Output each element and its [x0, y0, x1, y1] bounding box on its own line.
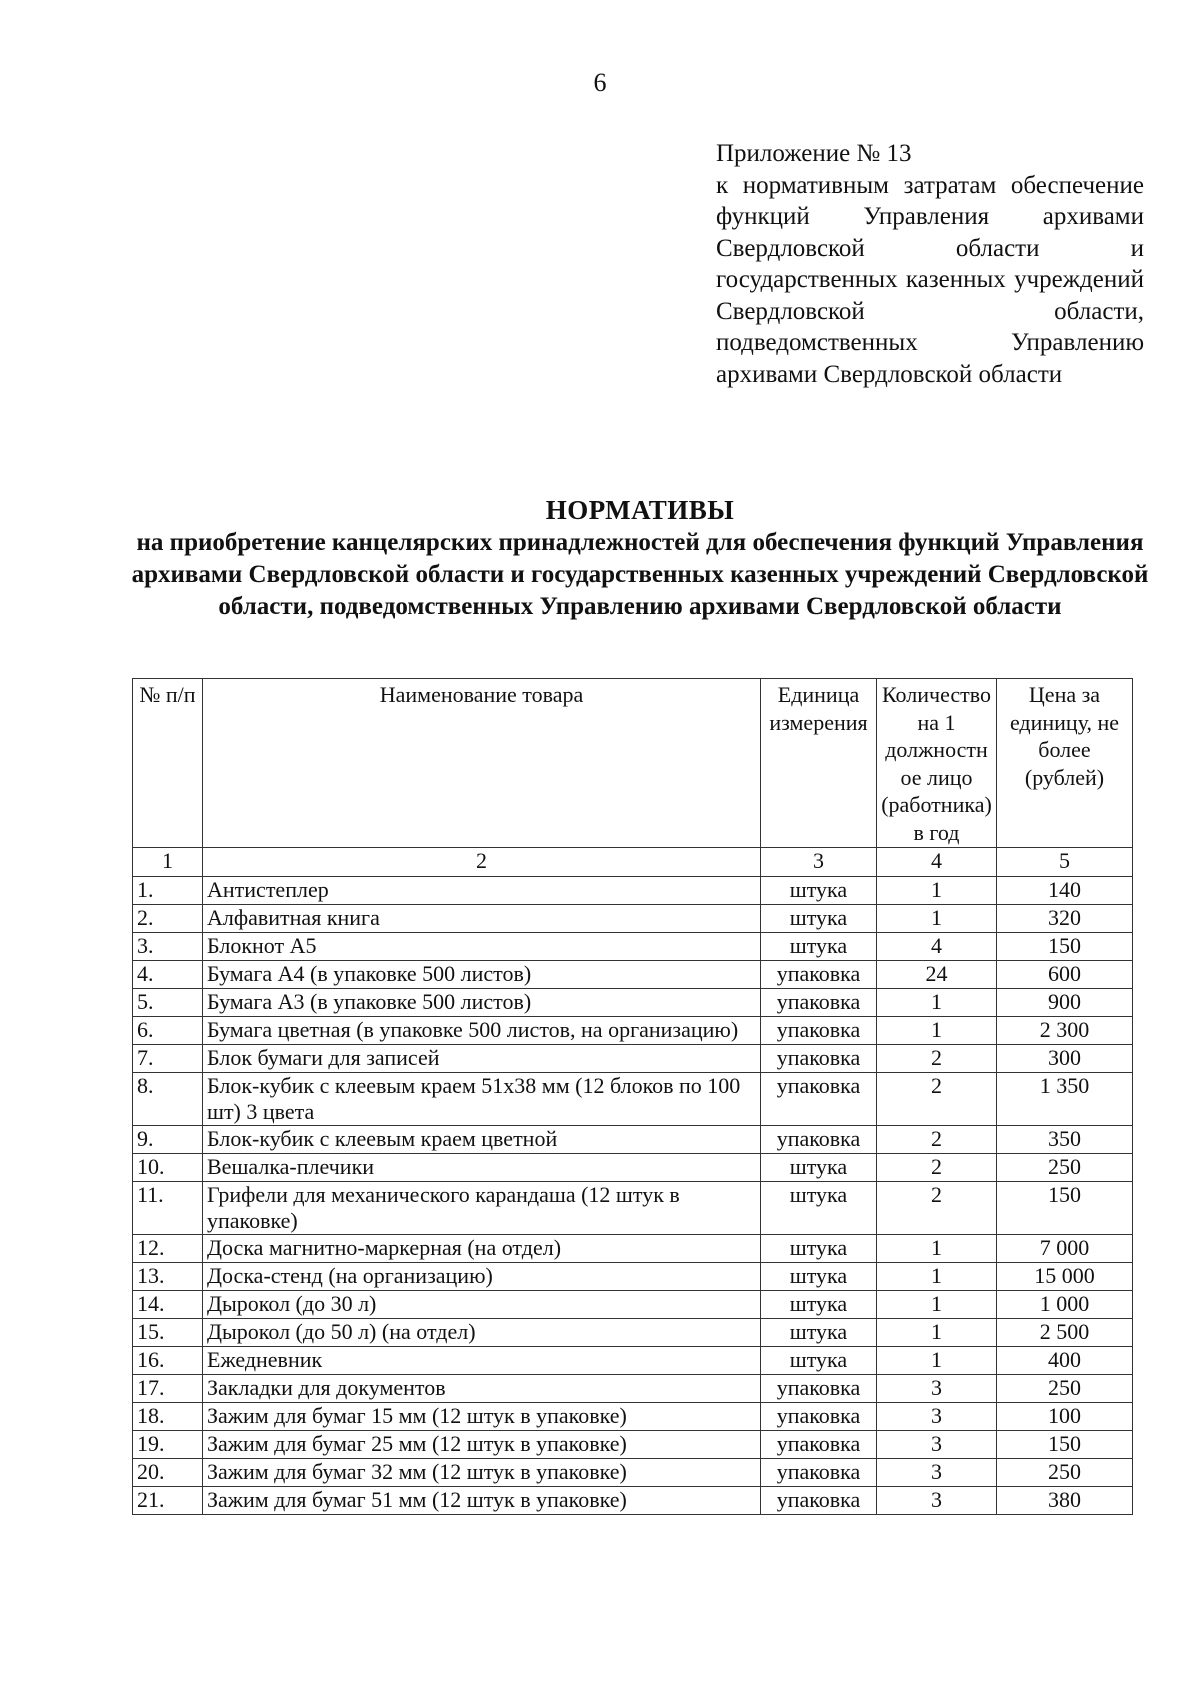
cell-quantity: 2	[877, 1045, 997, 1073]
cell-price: 2 300	[997, 1017, 1133, 1045]
cell-number: 11.	[133, 1182, 203, 1235]
cell-price: 150	[997, 933, 1133, 961]
table-row	[133, 1045, 1133, 1073]
cell-unit: упаковка	[761, 1126, 877, 1154]
table-row	[133, 1403, 1133, 1431]
table-row	[133, 1375, 1133, 1403]
table-body	[133, 848, 1133, 1515]
cell-quantity: 1	[877, 905, 997, 933]
cell-quantity: 1	[877, 1017, 997, 1045]
cell-unit: упаковка	[761, 1403, 877, 1431]
column-number: 2	[203, 848, 761, 877]
cell-number: 13.	[133, 1263, 203, 1291]
table-row	[133, 1263, 1133, 1291]
cell-number: 3.	[133, 933, 203, 961]
cell-unit: упаковка	[761, 1487, 877, 1515]
cell-unit: упаковка	[761, 1459, 877, 1487]
cell-number: 12.	[133, 1235, 203, 1263]
cell-price: 100	[997, 1403, 1133, 1431]
cell-price: 15 000	[997, 1263, 1133, 1291]
cell-number: 20.	[133, 1459, 203, 1487]
cell-price: 250	[997, 1375, 1133, 1403]
table-row	[133, 1182, 1133, 1235]
cell-product-name: Грифели для механического карандаша (12 штук в упаковке)	[203, 1182, 761, 1235]
table-row	[133, 1319, 1133, 1347]
cell-product-name: Зажим для бумаг 32 мм (12 штук в упаковке)	[203, 1459, 761, 1487]
table-row	[133, 933, 1133, 961]
cell-quantity: 2	[877, 1073, 997, 1126]
column-number-row	[133, 848, 1133, 877]
cell-quantity: 1	[877, 1291, 997, 1319]
cell-unit: штука	[761, 1347, 877, 1375]
document-title	[100, 494, 1180, 623]
cell-price: 600	[997, 961, 1133, 989]
cell-price: 150	[997, 1431, 1133, 1459]
cell-product-name: Блок-кубик с клеевым краем цветной	[203, 1126, 761, 1154]
cell-number: 10.	[133, 1154, 203, 1182]
cell-price: 2 500	[997, 1319, 1133, 1347]
cell-product-name: Дырокол (до 50 л) (на отдел)	[203, 1319, 761, 1347]
cell-product-name: Закладки для документов	[203, 1375, 761, 1403]
header-no: № п/п	[133, 679, 203, 848]
cell-unit: штука	[761, 1291, 877, 1319]
table-row	[133, 1017, 1133, 1045]
cell-quantity: 1	[877, 1319, 997, 1347]
cell-number: 18.	[133, 1403, 203, 1431]
cell-product-name: Блок бумаги для записей	[203, 1045, 761, 1073]
cell-price: 150	[997, 1182, 1133, 1235]
cell-unit: штука	[761, 1319, 877, 1347]
column-number: 1	[133, 848, 203, 877]
table-row	[133, 1126, 1133, 1154]
cell-number: 14.	[133, 1291, 203, 1319]
table-row	[133, 877, 1133, 905]
cell-unit: упаковка	[761, 989, 877, 1017]
cell-price: 250	[997, 1459, 1133, 1487]
cell-unit: упаковка	[761, 1375, 877, 1403]
cell-quantity: 1	[877, 1347, 997, 1375]
cell-unit: штука	[761, 1154, 877, 1182]
cell-unit: упаковка	[761, 1073, 877, 1126]
cell-number: 15.	[133, 1319, 203, 1347]
cell-product-name: Зажим для бумаг 25 мм (12 штук в упаковке)	[203, 1431, 761, 1459]
cell-quantity: 24	[877, 961, 997, 989]
table-row	[133, 989, 1133, 1017]
cell-unit: упаковка	[761, 961, 877, 989]
table-row	[133, 1154, 1133, 1182]
cell-product-name: Зажим для бумаг 51 мм (12 штук в упаковке)	[203, 1487, 761, 1515]
cell-quantity: 3	[877, 1403, 997, 1431]
cell-price: 300	[997, 1045, 1133, 1073]
cell-number: 4.	[133, 961, 203, 989]
table-row	[133, 1291, 1133, 1319]
cell-number: 7.	[133, 1045, 203, 1073]
table-row	[133, 1347, 1133, 1375]
header-qty: Количество на 1 должностн ое лицо (работника) в год	[877, 679, 997, 848]
cell-unit: штука	[761, 877, 877, 905]
cell-quantity: 1	[877, 989, 997, 1017]
cell-product-name: Доска-стенд (на организацию)	[203, 1263, 761, 1291]
cell-unit: штука	[761, 933, 877, 961]
cell-price: 140	[997, 877, 1133, 905]
cell-price: 250	[997, 1154, 1133, 1182]
cell-number: 17.	[133, 1375, 203, 1403]
cell-unit: штука	[761, 1263, 877, 1291]
page-number: 6	[593, 68, 607, 97]
title-subtitle: на приобретение канцелярских принадлежностей для обеспечения функций Управления архивами Свердловской области и государственных казенных учреждений Свердловской области, подведомственных Управлению архивами Свердловской области	[131, 529, 1149, 620]
cell-quantity: 2	[877, 1154, 997, 1182]
header-price: Цена за единицу, не более (рублей)	[997, 679, 1133, 848]
appendix-text: к нормативным затратам обеспечение функций Управления архивами Свердловской области и государственных казенных учреждений Свердловской области, подведомственных Управлению архивами Свердловской области	[716, 171, 1144, 388]
table-row	[133, 961, 1133, 989]
cell-unit: упаковка	[761, 1045, 877, 1073]
cell-number: 21.	[133, 1487, 203, 1515]
column-number: 3	[761, 848, 877, 877]
appendix-title: Приложение № 13	[716, 140, 912, 167]
table-header-row	[133, 679, 1133, 848]
norms-table	[132, 678, 1133, 1515]
cell-product-name: Блокнот А5	[203, 933, 761, 961]
cell-quantity: 1	[877, 1263, 997, 1291]
cell-quantity: 1	[877, 1235, 997, 1263]
cell-price: 1 000	[997, 1291, 1133, 1319]
cell-quantity: 2	[877, 1126, 997, 1154]
cell-number: 19.	[133, 1431, 203, 1459]
table-row	[133, 1487, 1133, 1515]
cell-price: 1 350	[997, 1073, 1133, 1126]
cell-product-name: Блок-кубик с клеевым краем 51х38 мм (12 блоков по 100 шт) 3 цвета	[203, 1073, 761, 1126]
cell-unit: штука	[761, 905, 877, 933]
cell-product-name: Бумага А4 (в упаковке 500 листов)	[203, 961, 761, 989]
table-row	[133, 1235, 1133, 1263]
table-row	[133, 1459, 1133, 1487]
cell-price: 400	[997, 1347, 1133, 1375]
title-main: НОРМАТИВЫ	[545, 495, 735, 525]
cell-quantity: 1	[877, 877, 997, 905]
cell-product-name: Вешалка-плечики	[203, 1154, 761, 1182]
header-unit: Единица измерения	[761, 679, 877, 848]
cell-unit: упаковка	[761, 1017, 877, 1045]
cell-quantity: 4	[877, 933, 997, 961]
column-number: 4	[877, 848, 997, 877]
cell-product-name: Антистеплер	[203, 877, 761, 905]
cell-product-name: Доска магнитно-маркерная (на отдел)	[203, 1235, 761, 1263]
cell-unit: штука	[761, 1182, 877, 1235]
table-row	[133, 1073, 1133, 1126]
table-row	[133, 905, 1133, 933]
table-row	[133, 1431, 1133, 1459]
cell-number: 5.	[133, 989, 203, 1017]
header-name: Наименование товара	[203, 679, 761, 848]
cell-number: 1.	[133, 877, 203, 905]
cell-number: 2.	[133, 905, 203, 933]
cell-number: 8.	[133, 1073, 203, 1126]
cell-unit: штука	[761, 1235, 877, 1263]
cell-product-name: Зажим для бумаг 15 мм (12 штук в упаковке)	[203, 1403, 761, 1431]
cell-number: 16.	[133, 1347, 203, 1375]
cell-quantity: 3	[877, 1487, 997, 1515]
cell-price: 7 000	[997, 1235, 1133, 1263]
cell-quantity: 2	[877, 1182, 997, 1235]
cell-number: 9.	[133, 1126, 203, 1154]
cell-price: 380	[997, 1487, 1133, 1515]
cell-product-name: Бумага цветная (в упаковке 500 листов, на организацию)	[203, 1017, 761, 1045]
cell-unit: упаковка	[761, 1431, 877, 1459]
cell-product-name: Ежедневник	[203, 1347, 761, 1375]
cell-quantity: 3	[877, 1459, 997, 1487]
cell-product-name: Дырокол (до 30 л)	[203, 1291, 761, 1319]
cell-number: 6.	[133, 1017, 203, 1045]
cell-price: 350	[997, 1126, 1133, 1154]
cell-price: 320	[997, 905, 1133, 933]
cell-price: 900	[997, 989, 1133, 1017]
cell-product-name: Бумага А3 (в упаковке 500 листов)	[203, 989, 761, 1017]
column-number: 5	[997, 848, 1133, 877]
appendix-block	[716, 138, 1144, 390]
cell-quantity: 3	[877, 1375, 997, 1403]
cell-product-name: Алфавитная книга	[203, 905, 761, 933]
cell-quantity: 3	[877, 1431, 997, 1459]
